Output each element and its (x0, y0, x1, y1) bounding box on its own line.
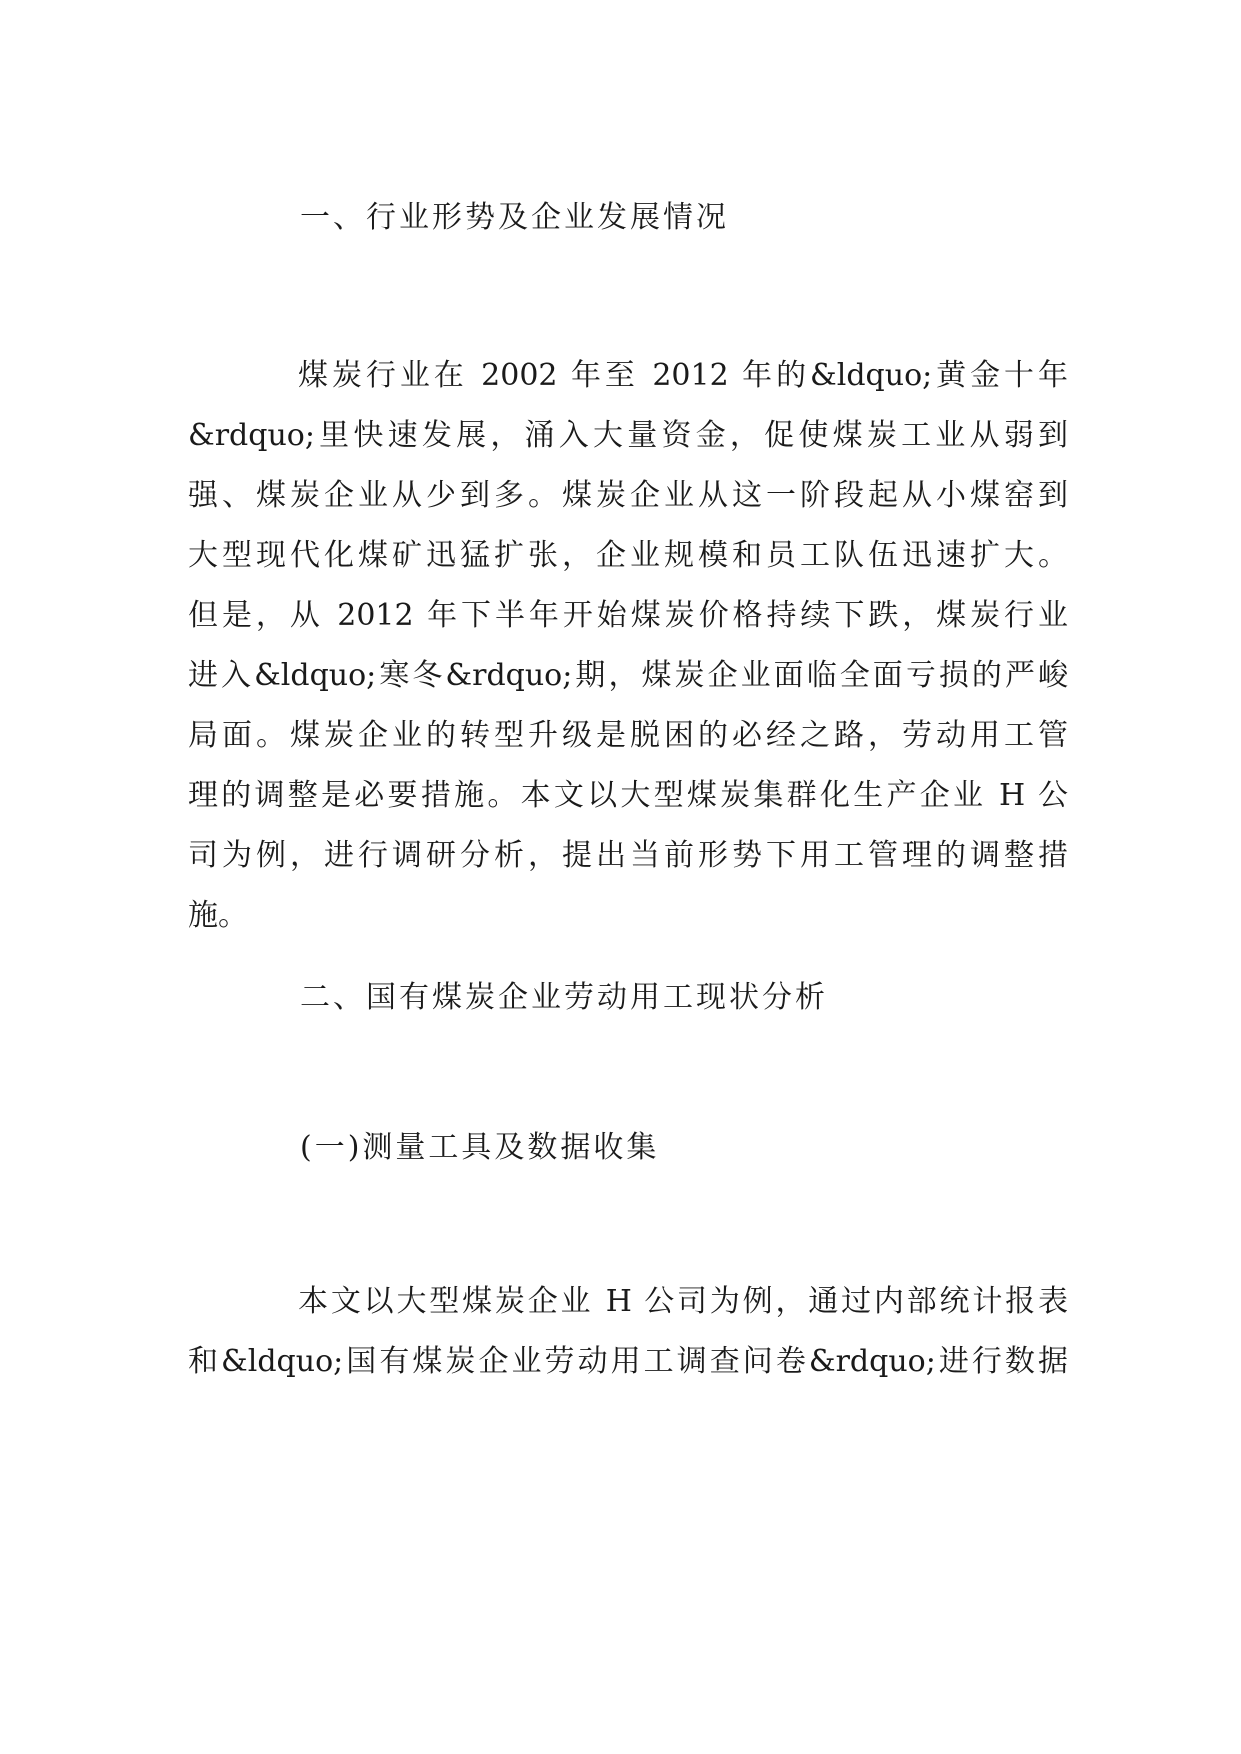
paragraph-line: 但是，从 2012 年下半年开始煤炭价格持续下跌，煤炭行业 (188, 598, 1068, 633)
paragraph-data-collection (188, 1272, 1068, 1392)
paragraph-industry-situation (188, 346, 1068, 946)
paragraph-line: 进入&ldquo;寒冬&rdquo;期，煤炭企业面临全面亏损的严峻 (188, 658, 1068, 693)
section-heading-industry-situation: 一、行业形势及企业发展情况 (300, 200, 729, 235)
paragraph-line: 煤炭行业在 2002 年至 2012 年的&ldquo;黄金十年 (298, 358, 1068, 393)
paragraph-line: 大型现代化煤矿迅猛扩张，企业规模和员工队伍迅速扩大。 (188, 538, 1068, 573)
paragraph-line: 司为例，进行调研分析，提出当前形势下用工管理的调整措 (188, 838, 1068, 873)
paragraph-line: &rdquo;里快速发展，涌入大量资金，促使煤炭工业从弱到 (188, 418, 1068, 453)
paragraph-line: 和&ldquo;国有煤炭企业劳动用工调查问卷&rdquo;进行数据 (188, 1344, 1068, 1379)
paragraph-line: 强、煤炭企业从少到多。煤炭企业从这一阶段起从小煤窑到 (188, 478, 1068, 513)
paragraph-line: 施。 (188, 898, 248, 933)
section-heading-labor-analysis: 二、国有煤炭企业劳动用工现状分析 (300, 980, 828, 1015)
subsection-heading-measurement-tools: (一)测量工具及数据收集 (300, 1130, 660, 1165)
paragraph-line: 本文以大型煤炭企业 H 公司为例，通过内部统计报表 (298, 1284, 1068, 1319)
paragraph-line: 局面。煤炭企业的转型升级是脱困的必经之路，劳动用工管 (188, 718, 1068, 753)
paragraph-line: 理的调整是必要措施。本文以大型煤炭集群化生产企业 H 公 (188, 778, 1068, 813)
